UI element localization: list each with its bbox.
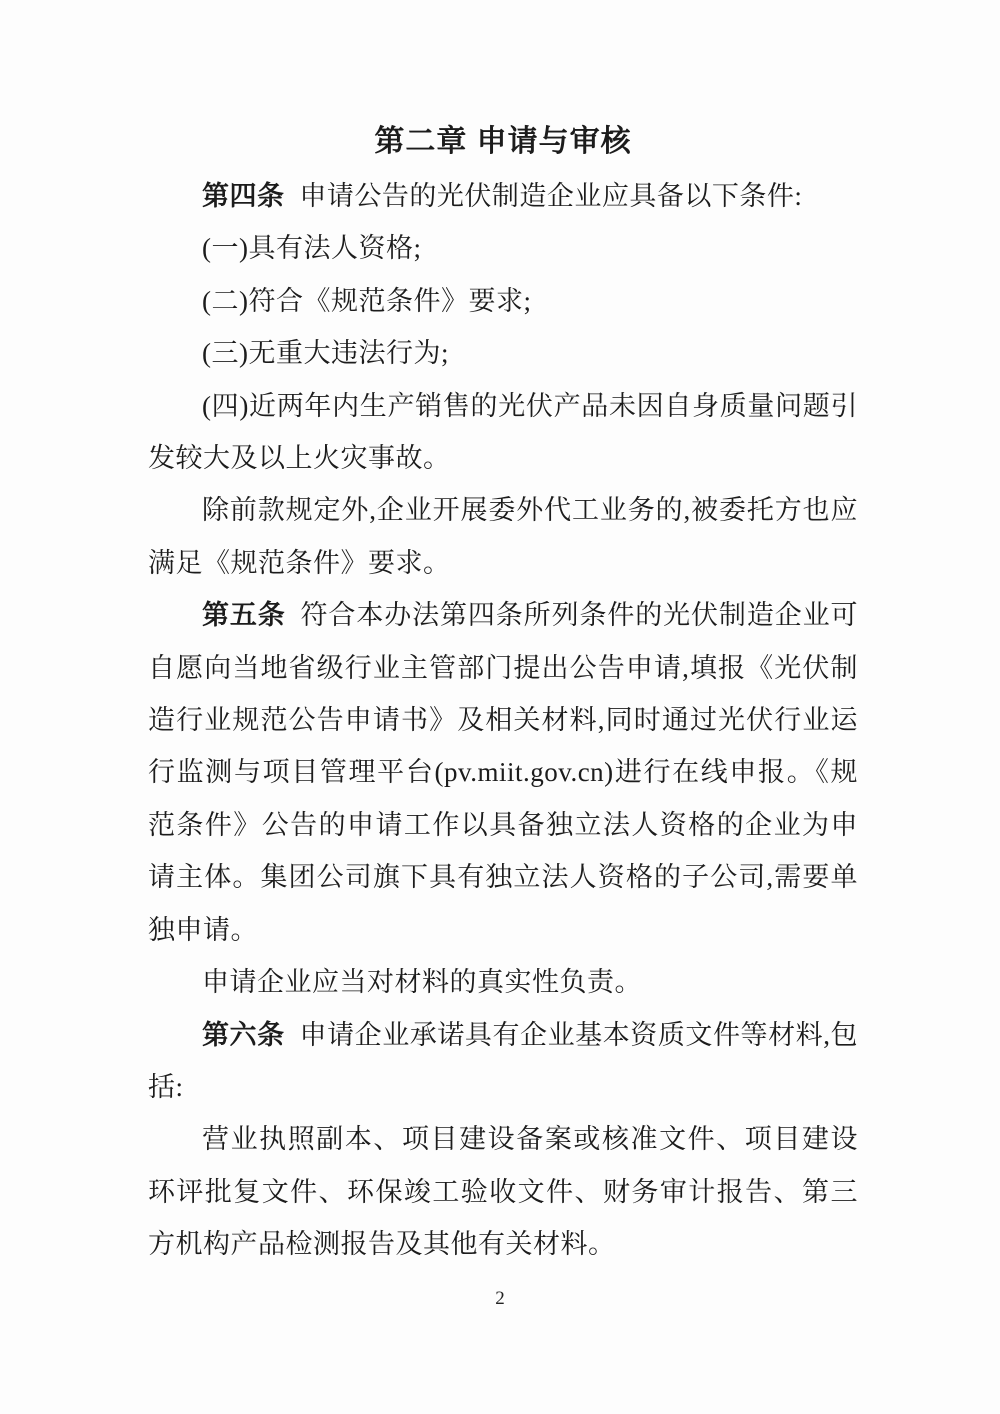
chapter-title: 第二章 申请与审核 bbox=[374, 125, 632, 158]
condition-2-text: (二)符合《规范条件》要求; bbox=[202, 285, 532, 316]
article-4-number: 第四条 bbox=[202, 181, 285, 211]
condition-4-text: (四)近两年内生产销售的光伏产品未因自身质量问题引发较大及以上火灾事故。 bbox=[148, 390, 858, 474]
article-6-number: 第六条 bbox=[202, 1019, 285, 1050]
paragraph-condition-1 bbox=[148, 222, 858, 274]
proviso-text: 除前款规定外,企业开展委外代工业务的,被委托方也应满足《规范条件》要求。 bbox=[148, 495, 858, 578]
article-5-number: 第五条 bbox=[202, 600, 286, 631]
page-number: 2 bbox=[495, 1288, 505, 1309]
page-content bbox=[148, 116, 858, 1271]
paragraph-article-4 bbox=[148, 170, 858, 222]
article-6-text: 申请企业承诺具有企业基本资质文件等材料,包括: bbox=[148, 1019, 859, 1102]
paragraph-proviso bbox=[148, 484, 858, 589]
paragraph-article-5 bbox=[148, 589, 858, 956]
condition-3-text: (三)无重大违法行为; bbox=[202, 338, 449, 369]
paragraph-materials-list bbox=[148, 1113, 858, 1270]
paragraph-article-6 bbox=[148, 1009, 858, 1114]
article-4-text: 申请公告的光伏制造企业应具备以下条件: bbox=[299, 181, 803, 211]
materials-list-text: 营业执照副本、项目建设备案或核准文件、项目建设环评批复文件、环保竣工验收文件、财务审计报告、第三方机构产品检测报告及其他有关材料。 bbox=[148, 1124, 858, 1260]
condition-1-text: (一)具有法人资格; bbox=[202, 233, 422, 264]
paragraph-responsibility bbox=[148, 956, 858, 1008]
paragraph-condition-4 bbox=[148, 380, 858, 485]
article-5-text: 符合本办法第四条所列条件的光伏制造企业可自愿向当地省级行业主管部门提出公告申请,填报《光伏制造行业规范公告申请书》及相关材料,同时通过光伏行业运行监测与项目管理平台(pv.miit.gov.cn)进行在线申报。《规范条件》公告的申请工作以具备独立法人资格的企业为申请主体。集团公司旗下具有独立法人资格的子公司,需要单独申请。 bbox=[148, 600, 859, 945]
paragraph-condition-3 bbox=[148, 327, 858, 379]
paragraph-condition-2 bbox=[148, 275, 858, 327]
responsibility-text: 申请企业应当对材料的真实性负责。 bbox=[202, 967, 642, 998]
